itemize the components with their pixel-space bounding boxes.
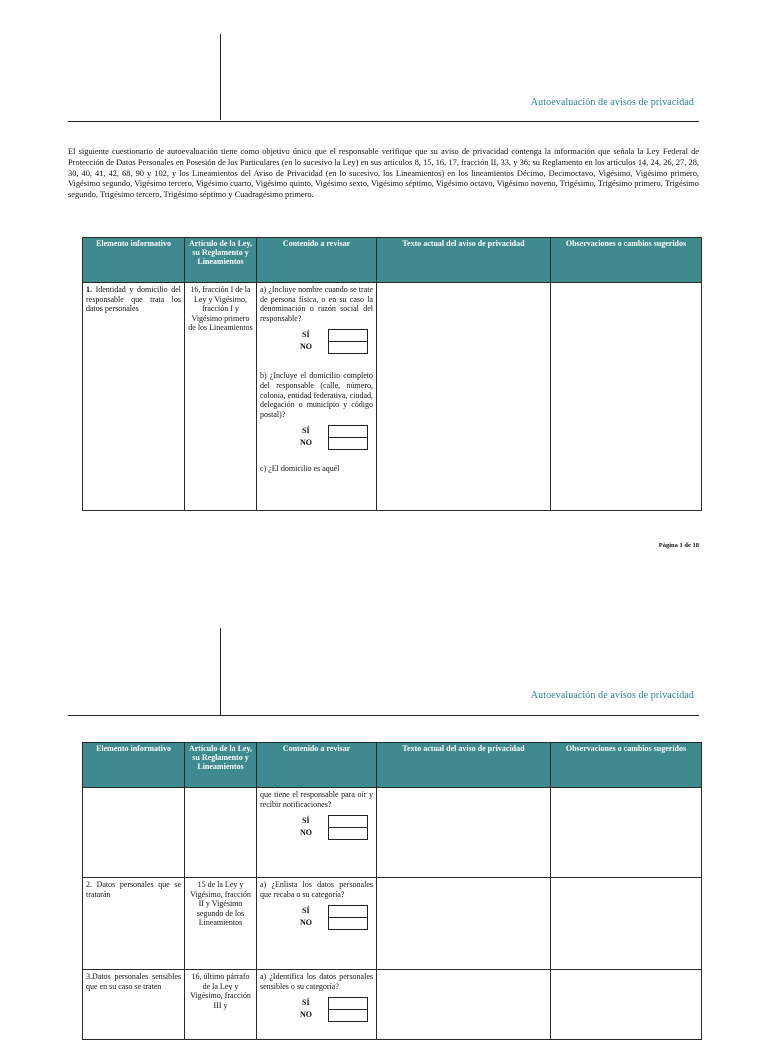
observaciones-input-cell[interactable] (551, 283, 702, 511)
articulo-cell: 16, fracción I de la Ley y Vigésimo, fracción I y Vigésimo primero de los Lineamientos (185, 283, 257, 511)
question-a: a) ¿Identifica los datos personales sensibles o su categoría? (260, 972, 373, 991)
header-observaciones: Observaciones o cambios sugeridos (551, 743, 702, 788)
yes-no-checkbox-group (260, 329, 373, 355)
yes-label: SÍ (302, 330, 310, 340)
observaciones-input-cell[interactable] (551, 788, 702, 878)
header-vertical-rule (220, 628, 221, 716)
yes-label: SÍ (302, 426, 310, 436)
header-articulo: Artículo de la Ley, su Reglamento y Lineamientos (185, 743, 257, 788)
elemento-cell: 3.Datos personales sensibles que en su caso se traten (83, 970, 185, 1040)
yes-no-checkbox-group (260, 425, 373, 451)
yes-label: SÍ (302, 998, 310, 1008)
table-row (83, 283, 702, 511)
elemento-cell (83, 788, 185, 878)
header-contenido: Contenido a revisar (257, 238, 377, 283)
no-label: NO (300, 342, 312, 352)
table-row (83, 970, 702, 1040)
header-elemento: Elemento informativo (83, 238, 185, 283)
elemento-cell: 2. Datos personales que se tratarán (83, 878, 185, 970)
yes-label: SÍ (302, 906, 310, 916)
articulo-cell (185, 788, 257, 878)
table-row (83, 878, 702, 970)
header-vertical-rule (220, 34, 221, 120)
table-header-row (83, 238, 702, 283)
elemento-number: 1. (86, 285, 92, 294)
no-label: NO (300, 438, 312, 448)
header-texto-actual: Texto actual del aviso de privacidad (377, 743, 551, 788)
yes-no-checkbox-group (260, 815, 373, 841)
no-label: NO (300, 918, 312, 928)
no-answer-box[interactable] (328, 341, 368, 354)
header-title: Autoevaluación de avisos de privacidad (530, 690, 694, 701)
no-answer-box[interactable] (328, 827, 368, 840)
contenido-cell (257, 970, 377, 1040)
header-articulo: Artículo de la Ley, su Reglamento y Lineamientos (185, 238, 257, 283)
header-title: Autoevaluación de avisos de privacidad (530, 97, 694, 108)
question-continued: que tiene el responsable para oír y recibir notificaciones? (260, 790, 373, 809)
header-elemento: Elemento informativo (83, 743, 185, 788)
articulo-cell: 15 de la Ley y Vigésimo, fracción II y Vigésimo segundo de los Lineamientos (185, 878, 257, 970)
articulo-cell: 16, último párrafo de la Ley y Vigésimo, fracción III y (185, 970, 257, 1040)
yes-no-checkbox-group (260, 905, 373, 931)
no-answer-box[interactable] (328, 917, 368, 930)
header-texto-actual: Texto actual del aviso de privacidad (377, 238, 551, 283)
header-horizontal-rule (68, 715, 699, 716)
questionnaire-table (82, 237, 702, 511)
no-label: NO (300, 828, 312, 838)
document-page-2 (0, 590, 768, 1024)
question-b: b) ¿Incluye el domicilio completo del responsable (calle, número, colonia, entidad federativa, ciudad, delegación o municipio y código postal)? (260, 371, 373, 419)
header-observaciones: Observaciones o cambios sugeridos (551, 238, 702, 283)
yes-no-checkbox-group (260, 997, 373, 1023)
texto-actual-input-cell[interactable] (377, 970, 551, 1040)
question-c: c) ¿El domicilio es aquél (260, 464, 340, 474)
table-header-row (83, 743, 702, 788)
elemento-text: Identidad y domicilio del responsable que trata los datos personales (86, 285, 181, 314)
texto-actual-input-cell[interactable] (377, 878, 551, 970)
observaciones-input-cell[interactable] (551, 878, 702, 970)
header-contenido: Contenido a revisar (257, 743, 377, 788)
page-number: Página 1 de 18 (658, 542, 699, 549)
texto-actual-input-cell[interactable] (377, 283, 551, 511)
no-label: NO (300, 1010, 312, 1020)
header-horizontal-rule (68, 121, 699, 122)
contenido-cell (257, 283, 377, 511)
yes-label: SÍ (302, 816, 310, 826)
table-row (83, 788, 702, 878)
no-answer-box[interactable] (328, 437, 368, 450)
no-answer-box[interactable] (328, 1009, 368, 1022)
contenido-cell (257, 788, 377, 878)
contenido-cell (257, 878, 377, 970)
questionnaire-table (82, 742, 702, 1040)
question-a: a) ¿Incluye nombre cuando se trate de persona física, o en su caso la denominación o razón social del responsable? (260, 285, 373, 323)
observaciones-input-cell[interactable] (551, 970, 702, 1040)
elemento-cell (83, 283, 185, 511)
texto-actual-input-cell[interactable] (377, 788, 551, 878)
question-a: a) ¿Enlista los datos personales que recaba o su categoría? (260, 880, 373, 899)
intro-paragraph: El siguiente cuestionario de autoevaluación tiene como objetivo único que el responsable verifique que su aviso de privacidad contenga la información que señala la Ley Federal de Protección de Datos Personales en Posesión de los Particulares (en lo sucesivo la Ley) en sus artículos 8, 15, 16, 17, fracción II, 33, y 36; su Reglamento en los artículos 14, 24, 26, 27, 28, 30, 40, 41, 42, 68, 90 y 102, y los Lineamientos del Aviso de Privacidad (en lo sucesivo, los Lineamientos) en los lineamientos Décimo, Decimoctavo, Vigésimo, Vigésimo primero, Vigésimo segundo, Vigésimo tercero, Vigésimo cuarto, Vigésimo quinto, Vigésimo sexto, Vigésimo séptimo, Vigésimo octavo, Vigésimo noveno, Trigésimo, Trigésimo primero, Trigésimo segundo, Trigésimo tercero, Trigésimo séptimo y Cuadragésimo primero. (68, 147, 699, 200)
